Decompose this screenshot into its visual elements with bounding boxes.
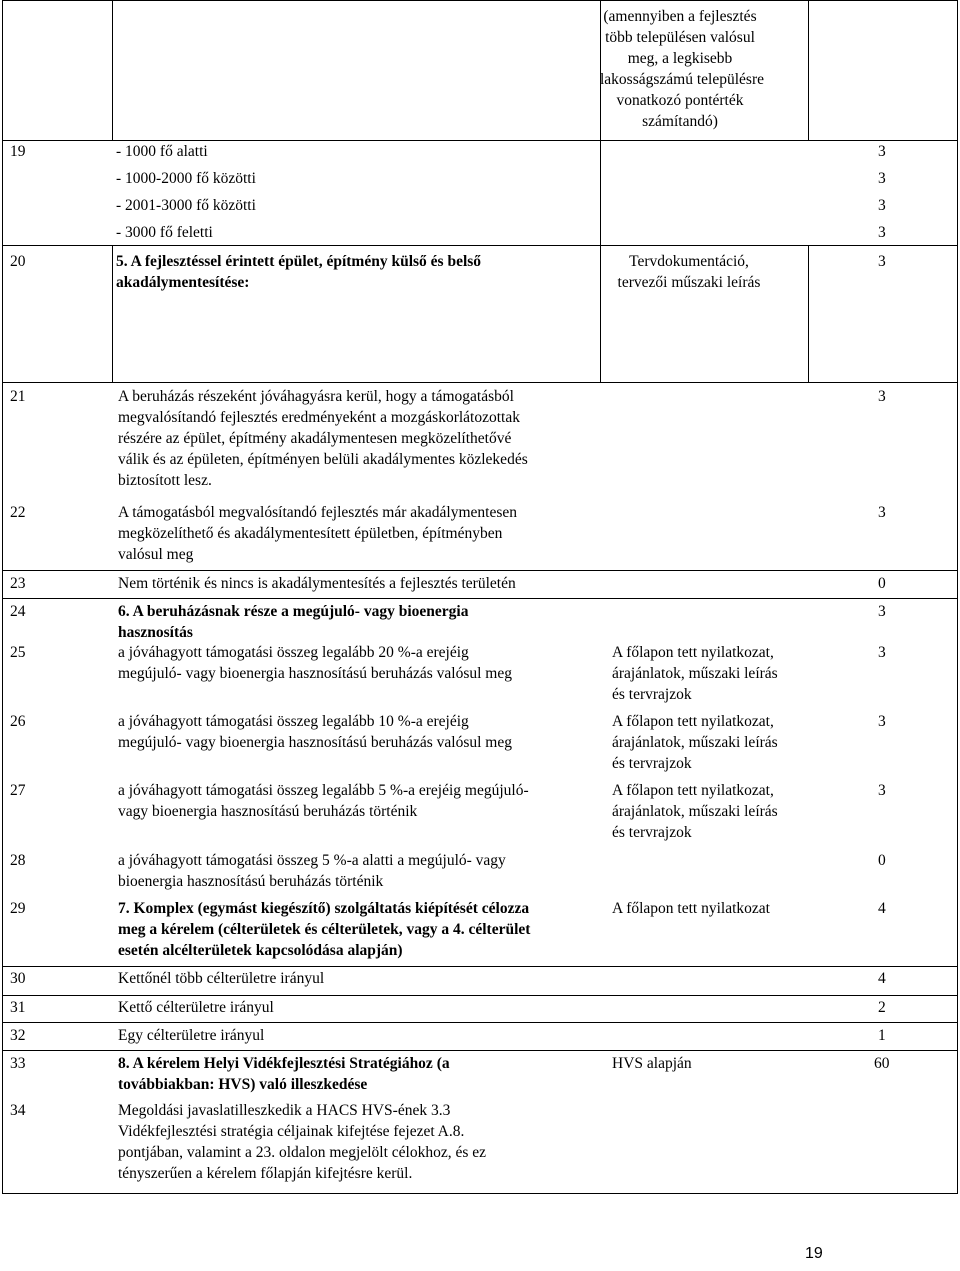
row-number: 27 (10, 782, 26, 799)
row-number: 23 (10, 575, 26, 592)
row-text (118, 1100, 486, 1184)
row-doc-line: árajánlatok, műszaki leírás (612, 734, 778, 751)
row-points: 3 (878, 253, 886, 270)
row-text: Egy célterületre irányul (118, 1027, 265, 1044)
row-points: 3 (878, 782, 886, 799)
row-doc-line: és tervrajzok (612, 686, 692, 703)
row-number: 29 (10, 900, 26, 917)
row-number: 24 (10, 603, 26, 620)
row-doc: A főlapon tett nyilatkozat (612, 900, 770, 917)
row-number: 26 (10, 713, 26, 730)
row-doc (612, 711, 778, 774)
row-points: 3 (878, 197, 886, 214)
row-points: 3 (878, 224, 886, 241)
row-number: 32 (10, 1027, 26, 1044)
row-text: Nem történik és nincs is akadálymentesítés a fejlesztés területén (118, 575, 516, 592)
row-text-line: a jóváhagyott támogatási összeg legalább 10 %-a erejéig (118, 713, 469, 730)
top-note-line: vonatkozó pontérték (616, 92, 744, 109)
row-number: 34 (10, 1102, 26, 1119)
row-doc-line: árajánlatok, műszaki leírás (612, 665, 778, 682)
row-doc-line: A főlapon tett nyilatkozat, (612, 713, 774, 730)
top-note-line: több településen valósul (605, 29, 755, 46)
row-text-line: A beruházás részeként jóváhagyásra kerül, hogy a támogatásból (118, 388, 514, 405)
row-text-line: valósul meg (118, 546, 194, 563)
row-text-line: esetén alcélterületek kapcsolódása alapján) (118, 942, 403, 959)
row-points: 4 (878, 900, 886, 917)
row-text-line: bioenergia hasznosítású beruházás történik (118, 873, 384, 890)
row-text-line: részére az épület, építmény akadálymentesen megközelíthetővé (118, 430, 512, 447)
row-text (118, 850, 506, 892)
row-text: akadálymentesítése: (116, 274, 250, 291)
row-doc-line: árajánlatok, műszaki leírás (612, 803, 778, 820)
row-points: 3 (878, 143, 886, 160)
top-note-line: (amennyiben a fejlesztés (603, 8, 757, 25)
top-note-line: lakosságszámú településre (600, 71, 764, 88)
row-doc (600, 251, 778, 293)
row-text-line: meg a kérelem (célterületek és célterületek, vagy a 4. célterület (118, 921, 531, 938)
row-text-line: 7. Komplex (egymást kiegészítő) szolgáltatás kiépítését célozza (118, 900, 530, 917)
row-number: 19 (10, 143, 26, 160)
row-doc-line: A főlapon tett nyilatkozat, (612, 644, 774, 661)
row-text (118, 780, 529, 822)
row-text-line: megújuló- vagy bioenergia hasznosítású beruházás valósul meg (118, 665, 512, 682)
row-number: 21 (10, 388, 26, 405)
row-doc: HVS alapján (612, 1055, 692, 1072)
row-text (118, 1053, 450, 1095)
row-text-line: Vidékfejlesztési stratégia céljainak kifejtése fejezet A.8. (118, 1123, 465, 1140)
row-number: 31 (10, 999, 26, 1016)
row-doc-line: A főlapon tett nyilatkozat, (612, 782, 774, 799)
row-number: 33 (10, 1055, 26, 1072)
row-text-line: megvalósítandó fejlesztés eredményeként a mozgáskorlátozottak (118, 409, 520, 426)
row-points: 4 (878, 970, 886, 987)
row-text (118, 711, 512, 753)
row-text-line: 8. A kérelem Helyi Vidékfejlesztési Stratégiához (a (118, 1055, 450, 1072)
row-text: Kettő célterületre irányul (118, 999, 274, 1016)
row-text-line: tényszerűen a kérelem főlapján kifejtésre kerül. (118, 1165, 413, 1182)
row-points: 60 (874, 1055, 890, 1072)
row-text: Kettőnél több célterületre irányul (118, 970, 325, 987)
row-text-line: A támogatásból megvalósítandó fejlesztés már akadálymentesen (118, 504, 517, 521)
row-points: 2 (878, 999, 886, 1016)
row-number: 20 (10, 253, 26, 270)
row-text-line: a jóváhagyott támogatási összeg legalább 20 %-a erejéig (118, 644, 469, 661)
row-points: 3 (878, 603, 886, 620)
row-points: 0 (878, 852, 886, 869)
row-doc-line: tervezői műszaki leírás (617, 274, 761, 291)
row-text-line: megközelíthető és akadálymentesített épületben, építményben (118, 525, 503, 542)
top-note-line: számítandó) (642, 113, 718, 130)
row-points: 0 (878, 575, 886, 592)
row-text: hasznosítás (118, 624, 193, 641)
row-points: 3 (878, 388, 886, 405)
row-text (118, 642, 512, 684)
row-text-line: pontjában, valamint a 23. oldalon megjelölt célokhoz, és ez (118, 1144, 487, 1161)
row-text-line: a jóváhagyott támogatási összeg legalább 5 %-a erejéig megújuló- (118, 782, 529, 799)
row-points: 3 (878, 170, 886, 187)
row-points: 3 (878, 504, 886, 521)
row-text: - 1000-2000 fő közötti (116, 170, 256, 187)
row-text-line: vagy bioenergia hasznosítású beruházás történik (118, 803, 418, 820)
row-text (118, 898, 530, 961)
row-text-line: továbbiakban: HVS) való illeszkedése (118, 1076, 368, 1093)
row-number: 28 (10, 852, 26, 869)
row-number: 22 (10, 504, 26, 521)
row-doc-line: Tervdokumentáció, (629, 253, 749, 270)
row-text: 5. A fejlesztéssel érintett épület, építmény külső és belső (116, 253, 482, 270)
row-text (118, 502, 517, 565)
row-text: - 1000 fő alatti (116, 143, 208, 160)
top-note (600, 6, 764, 132)
top-note-line: meg, a legkisebb (627, 50, 733, 67)
row-points: 3 (878, 713, 886, 730)
row-text: 6. A beruházásnak része a megújuló- vagy bioenergia (118, 603, 469, 620)
row-doc-line: és tervrajzok (612, 824, 692, 841)
row-text (118, 386, 528, 491)
row-number: 30 (10, 970, 26, 987)
row-number: 25 (10, 644, 26, 661)
row-text-line: megújuló- vagy bioenergia hasznosítású beruházás valósul meg (118, 734, 512, 751)
row-doc (612, 642, 778, 705)
row-points: 1 (878, 1027, 886, 1044)
row-text-line: a jóváhagyott támogatási összeg 5 %-a alatti a megújuló- vagy (118, 852, 506, 869)
row-points: 3 (878, 644, 886, 661)
row-doc (612, 780, 778, 843)
row-text: - 3000 fő feletti (116, 224, 213, 241)
row-text: - 2001-3000 fő közötti (116, 197, 256, 214)
row-doc-line: és tervrajzok (612, 755, 692, 772)
page-number: 19 (805, 1245, 823, 1262)
row-text-line: Megoldási javaslatilleszkedik a HACS HVS-ének 3.3 (118, 1102, 451, 1119)
row-text-line: válik és az épületen, építményen belüli akadálymentes közlekedés (118, 451, 528, 468)
row-text-line: biztosított lesz. (118, 472, 212, 489)
